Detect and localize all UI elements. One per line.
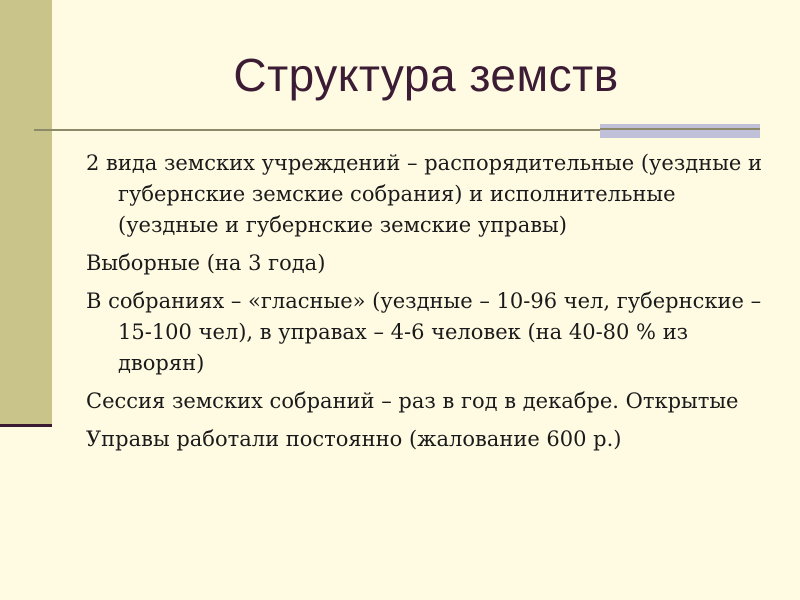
bullet-item: В собраниях – «гласные» (уездные – 10-96 чел, губернские – 15-100 чел), в управах – 4-6 человек (на 40-80 % из дворян) [86,289,762,375]
title-accent-line [600,128,760,130]
title-accent-block [600,124,760,138]
bullet-item: Выборные (на 3 года) [86,251,326,275]
slide-title: Структура земств [233,49,619,101]
bullet-item: Управы работали постоянно (жалование 600 р.) [86,427,622,451]
side-decoration-line [0,424,52,427]
side-decoration-bar [0,0,52,424]
bullet-item: 2 вида земских учреждений – распорядительные (уездные и губернские земские собрания) и исполнительные (уездные и губернские земские управы) [86,151,763,237]
bullet-item: Сессия земских собраний – раз в год в декабре. Открытые [86,389,739,413]
slide-body [86,148,766,462]
